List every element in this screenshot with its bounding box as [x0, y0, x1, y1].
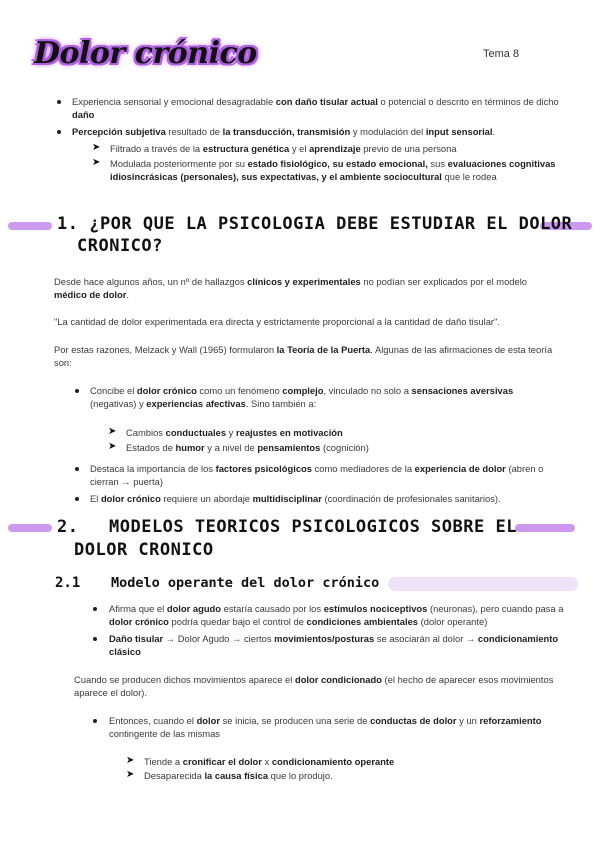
heading-decoration-left [8, 222, 52, 230]
section-2-bullet-2 [109, 632, 564, 658]
text: (el hecho de aparecer esos movimientos aparece el dolor). [74, 674, 554, 698]
text: (coordinación de profesionales sanitarios). [321, 493, 501, 504]
text: (dolor operante) [418, 616, 488, 627]
bold-text: dolor agudo [166, 603, 222, 614]
bold-text: evaluaciones cognitivas idiosincrásicas (personales), sus expectativas, y el ambiente sociocultural [110, 158, 556, 182]
text: , vinculado no solo a [323, 385, 412, 396]
bold-text: estructura genética [202, 143, 290, 154]
bold-text: la transducción, transmisión [222, 126, 351, 137]
bullet-icon [93, 719, 97, 723]
section-1-paragraph-3 [54, 343, 554, 369]
bold-text: dolor crónico [136, 385, 197, 396]
text: Desde hace algunos años, un nº de hallazgos [54, 276, 248, 287]
bold-text: condicionamiento clásico [109, 633, 559, 657]
text: Desaparecida [144, 770, 205, 781]
text: como mediadores de la [311, 463, 415, 474]
text: y a nivel de [204, 442, 258, 453]
text: como un fenómeno [196, 385, 283, 396]
bold-text: dolor crónico [109, 616, 169, 627]
text: Cuando se producen dichos movimientos aparece el [74, 674, 295, 685]
text: resultado de [165, 126, 223, 137]
text: o potencial o descrito en términos de dicho [377, 96, 559, 107]
bold-text: experiencia de dolor [414, 463, 506, 474]
bold-text: conductuales [165, 427, 227, 438]
arrow-bullet-icon: ➤ [108, 441, 117, 452]
bold-text: estado fisiológico, su estado emocional, [247, 158, 428, 169]
intro-sub-1 [110, 142, 560, 155]
text: . Sino también a: [245, 398, 317, 409]
topic-number: Tema 8 [483, 48, 520, 60]
section-2-sub-2 [144, 769, 564, 782]
text: Afirma que el [109, 603, 167, 614]
bold-text: multidisciplinar [252, 493, 322, 504]
text: y un [456, 715, 480, 726]
text: Cambios [126, 427, 166, 438]
text: (neuronas), pero cuando pasa a [427, 603, 564, 614]
bold-text: con daño tisular actual [275, 96, 378, 107]
bold-text: daño [72, 109, 95, 120]
text: se asociarán al dolor → [374, 633, 478, 644]
text: que lo produjo. [268, 770, 333, 781]
text: y el [289, 143, 310, 154]
bold-text: dolor crónico [100, 493, 161, 504]
section-1-sub-2 [126, 441, 546, 454]
text: Tiende a [144, 756, 183, 767]
bullet-icon [93, 607, 97, 611]
section-1-paragraph-2 [54, 315, 554, 328]
bold-text: condiciones ambientales [306, 616, 419, 627]
bullet-icon [93, 637, 97, 641]
text: "La cantidad de dolor experimentada era directa y estrictamente proporcional a la cantidad de daño tisular". [54, 316, 500, 327]
text: que le rodea [441, 171, 497, 182]
heading-decoration-left [8, 524, 52, 532]
bold-text: conductas de dolor [370, 715, 457, 726]
text: x [261, 756, 272, 767]
text: (abren o cierran → puerta) [90, 463, 544, 487]
intro-bullet-2 [72, 125, 562, 138]
subsection-decoration [388, 577, 578, 591]
section-1-heading-line-2: CRONICO? [77, 236, 163, 256]
arrow-bullet-icon: ➤ [126, 769, 135, 780]
section-2-bullet-1 [109, 602, 564, 628]
arrow-bullet-icon: ➤ [126, 755, 135, 766]
subsection-title: Modelo operante del dolor crónico [111, 575, 380, 591]
bold-text: médico de dolor [54, 289, 127, 300]
text: no podían ser explicados por el modelo [360, 276, 528, 287]
text: Destaca la importancia de los [90, 463, 216, 474]
text: Modulada posteriormente por su [110, 158, 248, 169]
bold-text: Daño tisular [109, 633, 164, 644]
arrow-bullet-icon: ➤ [92, 142, 101, 153]
bold-text: factores psicológicos [215, 463, 312, 474]
section-2-heading-line-2: DOLOR CRONICO [74, 540, 214, 560]
bold-text: aprendizaje [309, 143, 361, 154]
text: . [126, 289, 130, 300]
bold-text: la Teoría de la Puerta [276, 344, 371, 355]
intro-bullet-1 [72, 95, 562, 121]
bullet-icon [75, 389, 79, 393]
section-2-bullet-3 [109, 714, 564, 740]
bullet-icon [75, 497, 79, 501]
bold-text: experiencias afectivas [146, 398, 246, 409]
bold-text: clínicos y experimentales [247, 276, 361, 287]
section-2-paragraph-1 [74, 673, 564, 699]
section-2-heading-line-1: MODELOS TEORICOS PSICOLOGICOS SOBRE EL [109, 517, 517, 537]
intro-sub-2 [110, 157, 565, 183]
text: podría quedar bajo el control de [168, 616, 307, 627]
document-title: Dolor crónico [34, 36, 257, 71]
text: Entonces, cuando el [109, 715, 197, 726]
bold-text: pensamientos [257, 442, 321, 453]
bullet-icon [75, 467, 79, 471]
section-1-bullet-1 [90, 384, 560, 410]
section-1-sub-1 [126, 426, 546, 439]
section-2-sub-1 [144, 755, 564, 768]
text: (cognición) [320, 442, 369, 453]
text: contingente de las mismas [109, 728, 220, 739]
text: . [492, 126, 496, 137]
bold-text: sensaciones aversivas [411, 385, 514, 396]
subsection-number: 2.1 [55, 575, 81, 591]
text: previo de una persona [360, 143, 457, 154]
section-1-bullet-2 [90, 462, 560, 488]
text: y modulación del [350, 126, 426, 137]
bold-text: Percepción subjetiva [72, 126, 166, 137]
text: y [226, 427, 236, 438]
text: Estados de [126, 442, 176, 453]
bold-text: dolor [196, 715, 220, 726]
text: . Algunas de las afirmaciones de esta teoría son: [54, 344, 553, 368]
heading-decoration-right [515, 524, 575, 532]
section-2-number: 2. [57, 517, 79, 537]
bullet-icon [57, 100, 61, 104]
arrow-bullet-icon: ➤ [92, 157, 101, 168]
bold-text: reajustes en motivación [235, 427, 343, 438]
text: → Dolor Agudo → ciertos [163, 633, 275, 644]
bold-text: complejo [282, 385, 324, 396]
text: requiere un abordaje [160, 493, 253, 504]
text: Filtrado a través de la [110, 143, 203, 154]
text: sus [427, 158, 448, 169]
text: (negativas) y [90, 398, 147, 409]
text: estaría causado por los [221, 603, 324, 614]
text: se inicia, se producen una serie de [220, 715, 371, 726]
section-1-paragraph-1 [54, 275, 554, 301]
arrow-bullet-icon: ➤ [108, 426, 117, 437]
section-1-bullet-3 [90, 492, 560, 505]
bold-text: la causa física [204, 770, 269, 781]
bold-text: cronificar el dolor [182, 756, 262, 767]
bold-text: condicionamiento operante [271, 756, 395, 767]
text: El [90, 493, 101, 504]
bold-text: humor [175, 442, 205, 453]
text: Por estas razones, Melzack y Wall (1965) formularon [54, 344, 277, 355]
bold-text: reforzamiento [479, 715, 542, 726]
section-1-heading-line-1: 1. ¿POR QUE LA PSICOLOGIA DEBE ESTUDIAR EL DOLOR [57, 214, 573, 234]
bold-text: movimientos/posturas [274, 633, 375, 644]
bullet-icon [57, 130, 61, 134]
text: Concibe el [90, 385, 137, 396]
bold-text: dolor condicionado [294, 674, 382, 685]
bold-text: estímulos nociceptivos [323, 603, 428, 614]
text: Experiencia sensorial y emocional desagradable [72, 96, 276, 107]
bold-text: input sensorial [425, 126, 493, 137]
